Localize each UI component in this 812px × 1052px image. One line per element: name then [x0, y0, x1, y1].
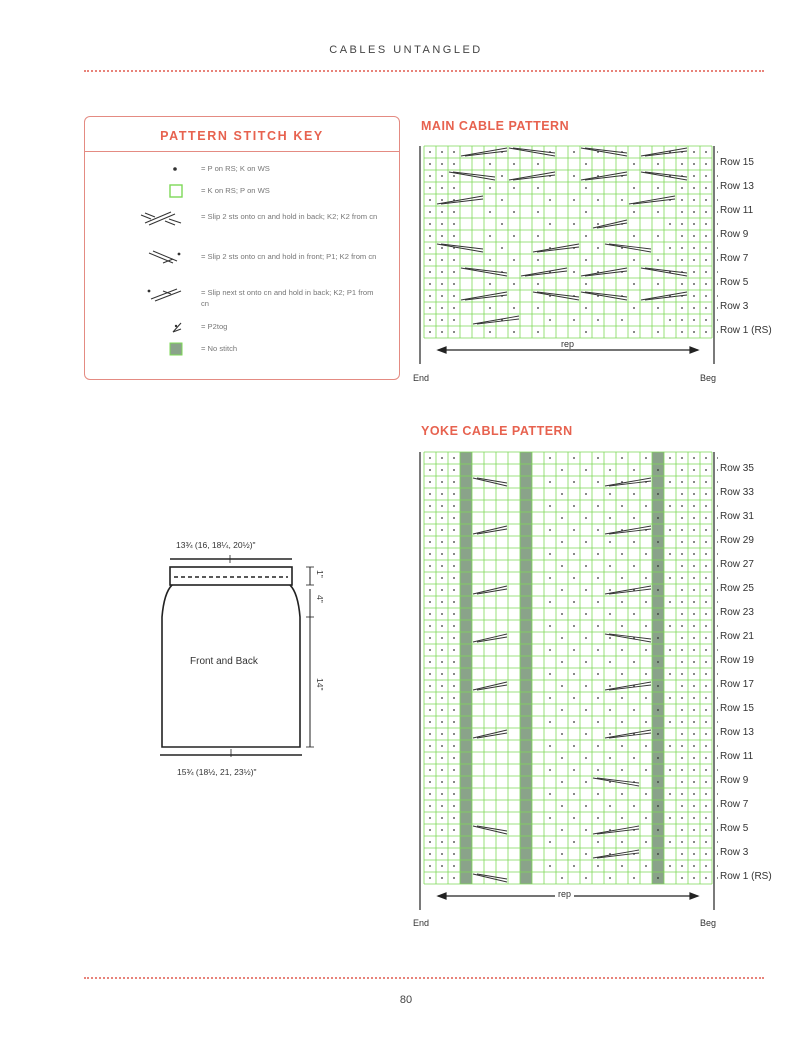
- row-label: Row 5: [720, 277, 749, 288]
- row-label: Row 27: [720, 559, 754, 570]
- key-item: [85, 249, 401, 289]
- row-label: Row 3: [720, 301, 749, 312]
- row-label: Row 13: [720, 727, 754, 738]
- p2tog-icon: [137, 319, 189, 339]
- row-label: Row 1 (RS): [720, 871, 772, 882]
- row-label: Row 5: [720, 823, 749, 834]
- right-purl-cable-icon: [137, 285, 189, 305]
- key-item: [85, 209, 401, 249]
- main-rep-label: rep: [558, 339, 577, 349]
- key-item-text: = P on RS; K on WS: [201, 164, 270, 173]
- schematic-yoke-depth: 4": [315, 595, 325, 603]
- dot-icon: [137, 161, 189, 181]
- row-label: Row 13: [720, 181, 754, 192]
- key-item-text: = Slip 2 sts onto cn and hold in back; K2; K2 from cn: [201, 212, 378, 221]
- main-grid: [420, 146, 718, 364]
- left-cable-icon: [137, 249, 189, 269]
- page-number: 80: [399, 994, 413, 1006]
- schematic-body-length: 14": [315, 678, 325, 691]
- front-back-schematic: [150, 545, 350, 765]
- schematic-band-depth: 1": [315, 570, 325, 578]
- row-label: Row 21: [720, 631, 754, 642]
- schematic-top-width: 13¾ (16, 18¼, 20½)": [176, 540, 256, 550]
- yoke-grid: [420, 452, 718, 910]
- row-label: Row 3: [720, 847, 749, 858]
- yoke-end-label: End: [413, 918, 430, 928]
- row-label: Row 33: [720, 487, 754, 498]
- schematic-bottom-width: 15¾ (18½, 21, 23½)": [177, 767, 257, 777]
- schematic-piece-label: Front and Back: [190, 656, 258, 667]
- row-label: Row 19: [720, 655, 754, 666]
- row-label: Row 15: [720, 703, 754, 714]
- row-label: Row 11: [720, 205, 754, 216]
- running-head: CABLES UNTANGLED: [329, 44, 483, 56]
- top-dotted-rule: [84, 70, 764, 72]
- main-beg-label: Beg: [700, 373, 717, 383]
- yoke-cable-chart: [418, 446, 718, 922]
- key-item-text: = No stitch: [201, 344, 238, 353]
- row-label: Row 9: [720, 775, 749, 786]
- main-chart-title: MAIN CABLE PATTERN: [421, 119, 570, 133]
- yoke-beg-label: Beg: [700, 918, 717, 928]
- row-label: Row 31: [720, 511, 754, 522]
- key-item: [85, 341, 401, 381]
- row-label: Row 1 (RS): [720, 325, 772, 336]
- green-square-icon: [137, 183, 189, 203]
- key-divider: [85, 151, 399, 152]
- row-label: Row 7: [720, 253, 749, 264]
- row-label: Row 23: [720, 607, 754, 618]
- row-label: Row 35: [720, 463, 754, 474]
- right-cable-icon: [137, 209, 189, 229]
- bottom-dotted-rule: [84, 977, 764, 979]
- pattern-stitch-key: [84, 116, 400, 380]
- key-item-text: = K on RS; P on WS: [201, 186, 270, 195]
- row-label: Row 11: [720, 751, 754, 762]
- main-end-label: End: [413, 373, 430, 383]
- yoke-chart-title: YOKE CABLE PATTERN: [421, 424, 573, 438]
- key-item-text: = Slip 2 sts onto cn and hold in front; P1; K2 from cn: [201, 252, 377, 261]
- key-item-text: = P2tog: [201, 322, 228, 331]
- key-title: PATTERN STITCH KEY: [160, 129, 324, 143]
- no-stitch-icon: [137, 341, 189, 361]
- yoke-rep-label: rep: [555, 889, 574, 899]
- row-label: Row 25: [720, 583, 754, 594]
- key-item-text: = Slip next st onto cn and hold in back; K2; P1 from cn: [201, 288, 374, 308]
- row-label: Row 9: [720, 229, 749, 240]
- row-label: Row 29: [720, 535, 754, 546]
- row-label: Row 7: [720, 799, 749, 810]
- row-label: Row 17: [720, 679, 754, 690]
- row-label: Row 15: [720, 157, 754, 168]
